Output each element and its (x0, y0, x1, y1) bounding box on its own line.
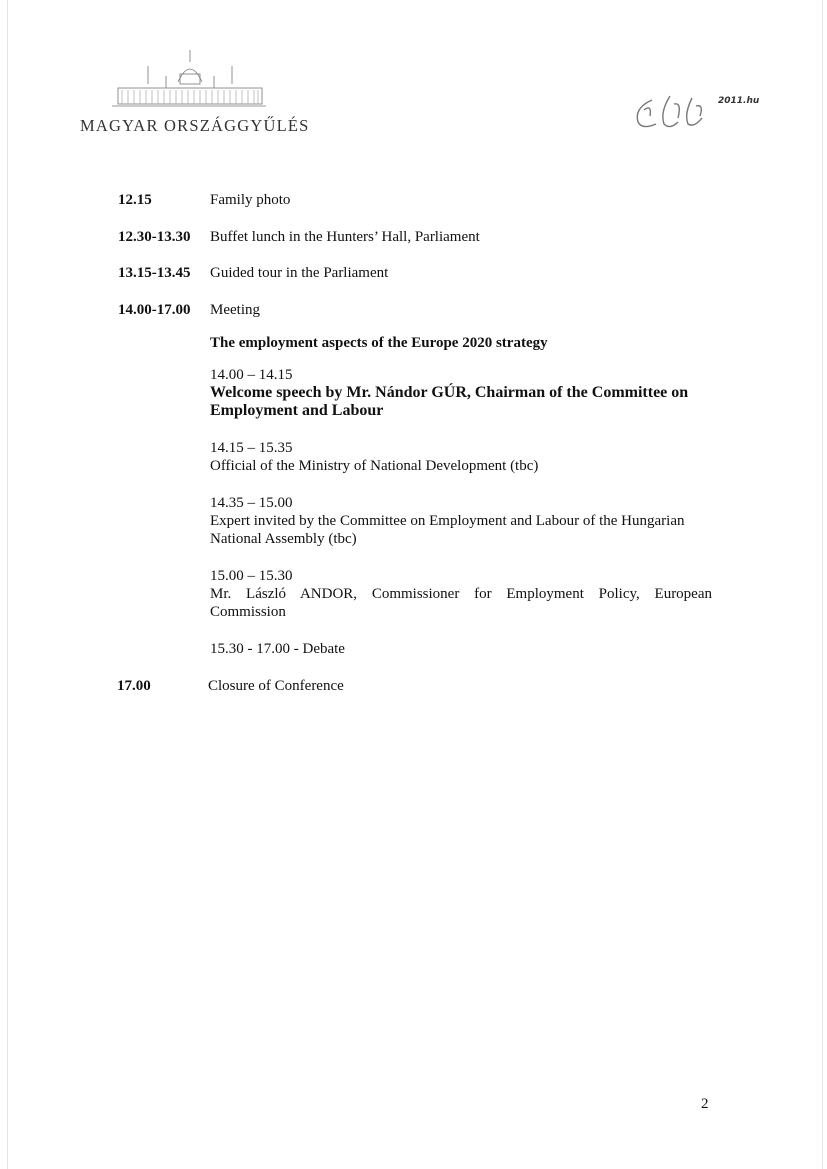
session-time: 14.35 – 15.00 (210, 495, 293, 511)
session-time: 14.00 – 14.15 (210, 367, 293, 383)
session-text: Mr. László ANDOR, Commissioner for Employment Policy, European Commission (210, 586, 712, 620)
parliament-building-icon (108, 48, 268, 110)
closing-time: 17.00 (117, 678, 151, 694)
parliament-logo (80, 48, 310, 143)
session-text: Official of the Ministry of National Development (tbc) (210, 458, 539, 474)
session-time: 15.00 – 15.30 (210, 568, 293, 584)
session-ministry (210, 439, 712, 475)
session-text: Welcome speech by Mr. Nándor GÚR, Chairman of the Committee on Employment and Labour (210, 384, 689, 419)
organization-name: MAGYAR ORSZÁGGYŰLÉS (80, 116, 310, 135)
session-commissioner (210, 567, 712, 621)
schedule-description: Buffet lunch in the Hunters’ Hall, Parliament (210, 229, 480, 245)
page-edge-left (7, 0, 8, 1169)
meeting-topic: The employment aspects of the Europe 2020 strategy (210, 335, 548, 351)
closing-description: Closure of Conference (208, 678, 344, 694)
schedule-time: 14.00-17.00 (118, 302, 191, 318)
schedule-time: 12.30-13.30 (118, 229, 191, 245)
page-number: 2 (701, 1096, 709, 1112)
schedule-description: Meeting (210, 302, 260, 318)
presidency-logo (630, 88, 770, 138)
session-welcome (210, 366, 712, 420)
session-debate: 15.30 - 17.00 - Debate (210, 641, 345, 657)
page-edge-right (822, 0, 823, 1169)
schedule-time: 12.15 (118, 192, 152, 208)
session-text: Expert invited by the Committee on Employment and Labour of the Hungarian National Assembly (tbc) (210, 513, 685, 547)
session-time: 14.15 – 15.35 (210, 440, 293, 456)
schedule-description: Family photo (210, 192, 291, 208)
presidency-signature-icon (630, 88, 720, 134)
schedule-time: 13.15-13.45 (118, 265, 191, 281)
session-expert (210, 494, 712, 548)
schedule-description: Guided tour in the Parliament (210, 265, 389, 281)
presidency-year-label: 2011.hu (718, 96, 760, 106)
